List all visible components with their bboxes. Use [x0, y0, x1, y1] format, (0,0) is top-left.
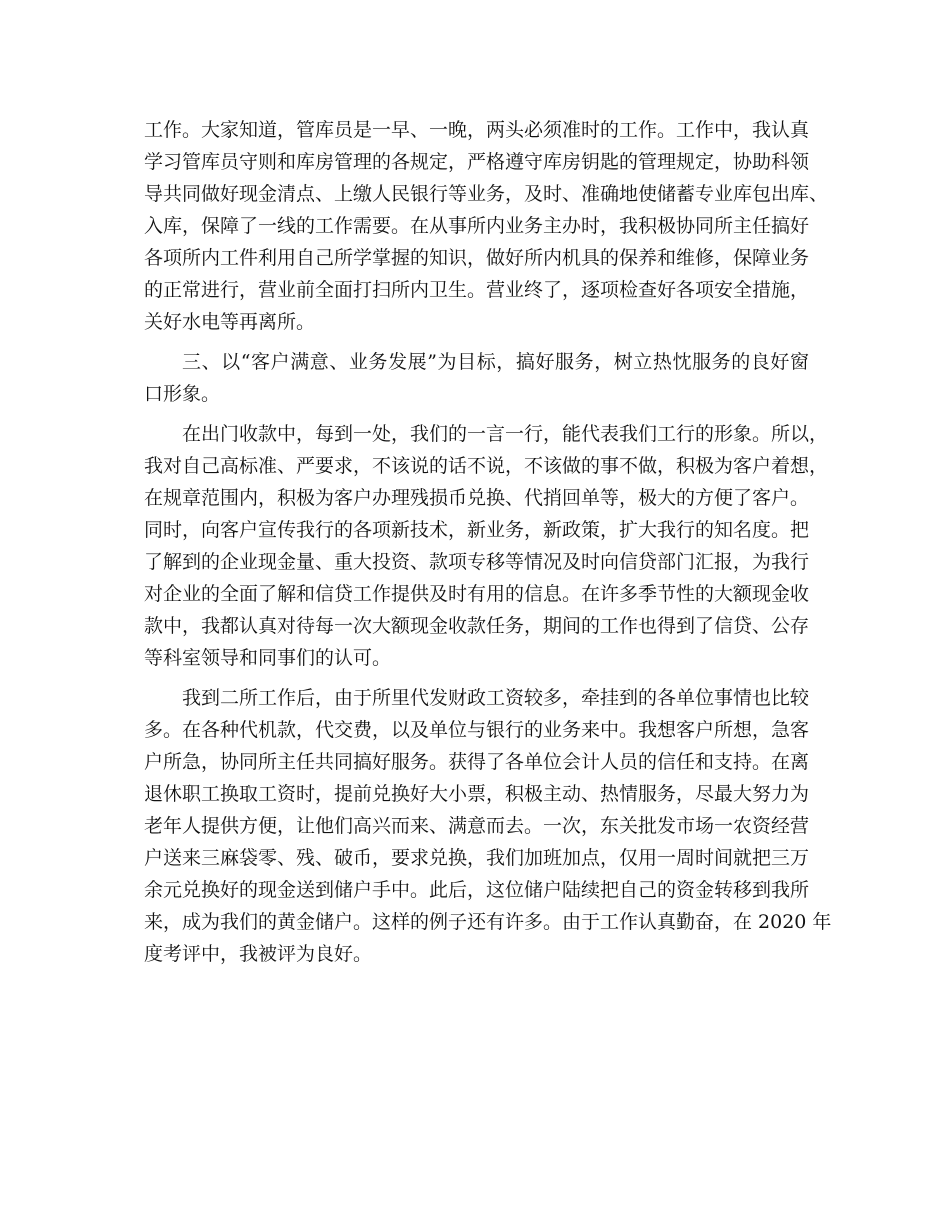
text-line: 我到二所工作后，由于所里代发财政工资较多，牵挂到的各单位事情也比较 [182, 687, 810, 709]
text-line: 口形象。 [144, 383, 221, 405]
text-line: 入库，保障了一线的工作需要。在从事所内业务主办时，我积极协同所主任搞好 [144, 215, 810, 237]
text-line: 在规章范围内，积极为客户办理残损币兑换、代捎回单等，极大的方便了客户。 [144, 487, 810, 509]
text-line: 老年人提供方便，让他们高兴而来、满意而去。一次，东关批发市场一农资经营 [144, 815, 810, 837]
text-line: 我对自己高标准、严要求，不该说的话不说，不该做的事不做，积极为客户着想， [144, 455, 829, 477]
text-line: 多。在各种代机款，代交费，以及单位与银行的业务来中。我想客户所想，急客 [144, 719, 810, 741]
text-line: 的正常进行，营业前全面打扫所内卫生。营业终了，逐项检查好各项安全措施， [144, 279, 810, 301]
text-line: 三、以“客户满意、业务发展”为目标，搞好服务，树立热忱服务的良好窗 [182, 351, 809, 373]
text-line: 余元兑换好的现金送到储户手中。此后，这位储户陆续把自己的资金转移到我所 [144, 879, 810, 901]
text-line: 工作。大家知道，管库员是一早、一晚，两头必须准时的工作。工作中，我认真 [144, 119, 810, 141]
text-line: 等科室领导和同事们的认可。 [144, 647, 392, 669]
text-line: 同时，向客户宣传我行的各项新技术，新业务，新政策，扩大我行的知名度。把 [144, 519, 810, 541]
text-line: 导共同做好现金清点、上缴人民银行等业务，及时、准确地使储蓄专业库包出库、 [144, 183, 829, 205]
text-line: 户所急，协同所主任共同搞好服务。获得了各单位会计人员的信任和支持。在离 [144, 751, 810, 773]
text-line: 学习管库员守则和库房管理的各规定，严格遵守库房钥匙的管理规定，协助科领 [144, 151, 810, 173]
text-line: 来，成为我们的黄金储户。这样的例子还有许多。由于工作认真勤奋，在 2020 年 [144, 911, 832, 933]
text-line: 款中，我都认真对待每一次大额现金收款任务，期间的工作也得到了信贷、公存 [144, 615, 810, 637]
paragraph [144, 346, 809, 410]
paragraph [144, 418, 829, 674]
text-line: 退休职工换取工资时，提前兑换好大小票，积极主动、热情服务，尽最大努力为 [144, 783, 810, 805]
paragraph [144, 114, 829, 338]
text-line: 度考评中，我被评为良好。 [144, 943, 373, 965]
paragraph [144, 682, 832, 970]
text-line: 对企业的全面了解和信贷工作提供及时有用的信息。在许多季节性的大额现金收 [144, 583, 810, 605]
text-line: 各项所内工件利用自己所学掌握的知识，做好所内机具的保养和维修，保障业务 [144, 247, 810, 269]
text-line: 在出门收款中，每到一处，我们的一言一行，能代表我们工行的形象。所以， [182, 423, 829, 445]
document-body [144, 114, 832, 970]
text-line: 户送来三麻袋零、残、破币，要求兑换，我们加班加点，仅用一周时间就把三万 [144, 847, 810, 869]
text-line: 关好水电等再离所。 [144, 311, 316, 333]
text-line: 了解到的企业现金量、重大投资、款项专移等情况及时向信贷部门汇报，为我行 [144, 551, 810, 573]
